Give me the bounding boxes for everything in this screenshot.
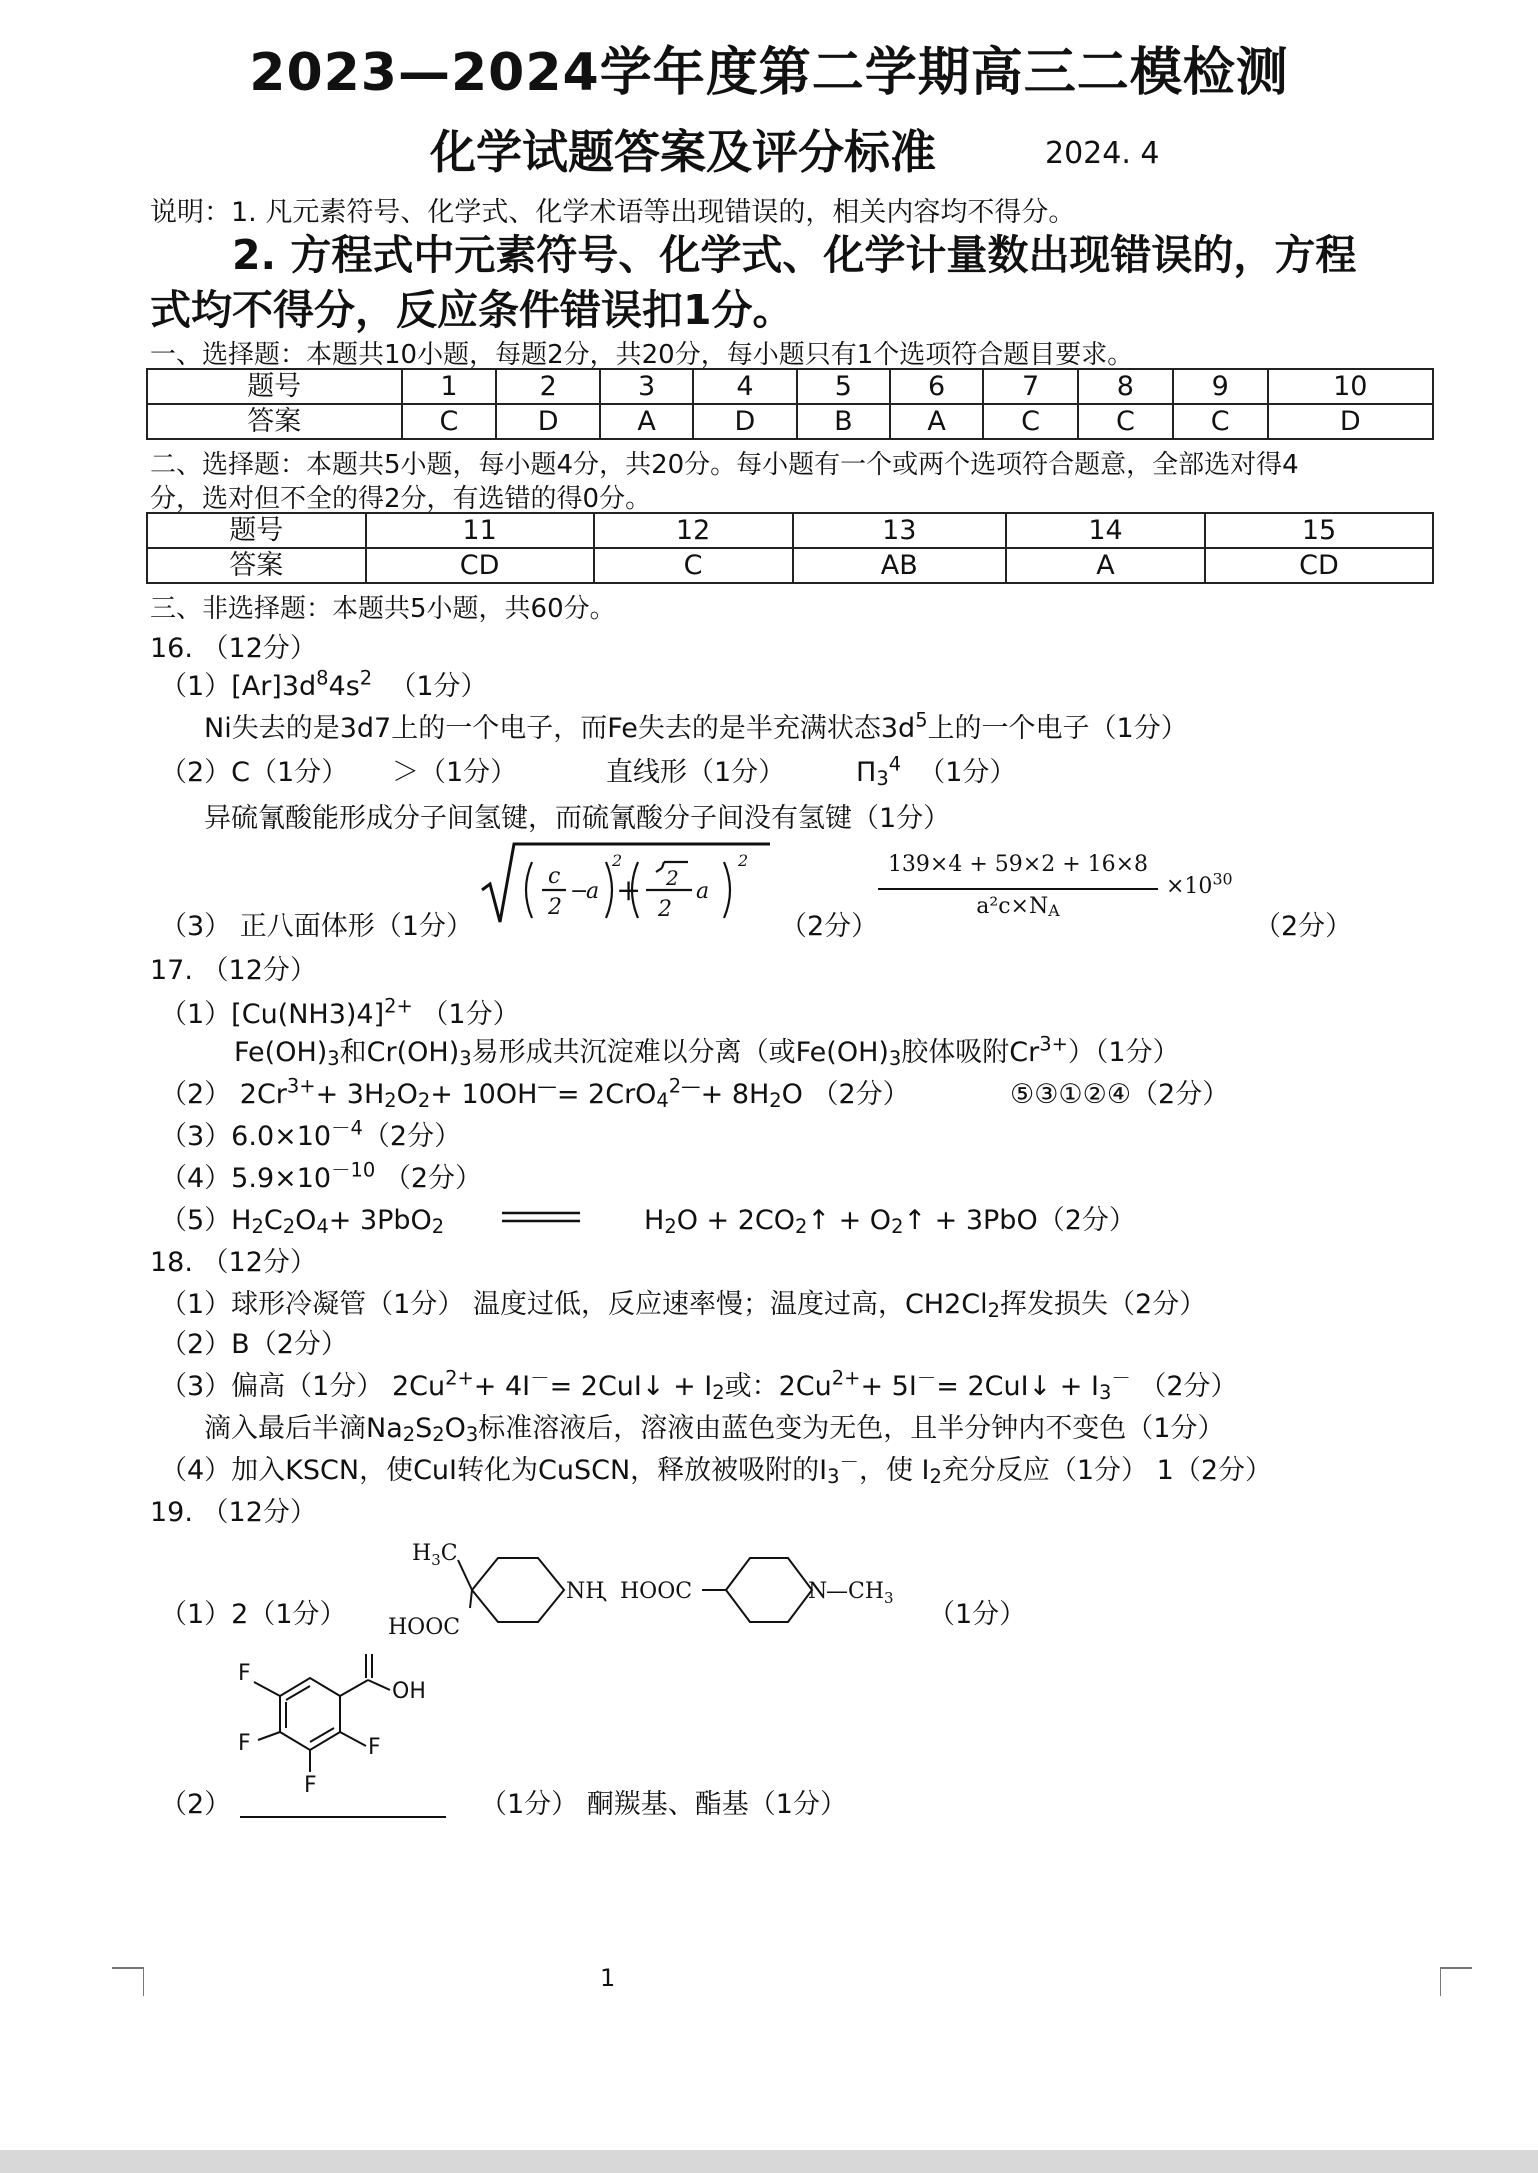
page-corner-mark xyxy=(1440,1964,1472,1996)
sup: 3+ xyxy=(286,1074,316,1098)
table-cell: 9 xyxy=(1173,369,1268,404)
density-power xyxy=(1166,869,1233,899)
t: = 2CuI↓ + I xyxy=(936,1371,1099,1402)
sup: 2— xyxy=(668,1074,701,1098)
sub: 2 xyxy=(712,1380,725,1404)
t: O + 2CO xyxy=(676,1205,796,1236)
table-cell: 6 xyxy=(890,369,983,404)
table-cell: 7 xyxy=(983,369,1078,404)
q17-part2-order: ⑤③①②④（2分） xyxy=(1010,1079,1230,1110)
table-cell: B xyxy=(797,404,890,439)
t: （4）5.9×10 xyxy=(160,1163,332,1194)
t: H xyxy=(644,1205,665,1236)
f-atom: F xyxy=(304,1773,317,1794)
table-cell: CD xyxy=(1205,548,1433,583)
section2-heading-2: 分，选对但不全的得2分，有选错的得0分。 xyxy=(150,484,652,514)
pi-symbol: Π xyxy=(856,757,877,788)
note-2b: 式均不得分，反应条件错误扣1分。 xyxy=(150,286,794,334)
q17-part1-explain xyxy=(234,1030,1180,1069)
q16-part1 xyxy=(160,664,488,703)
sup: 4 xyxy=(888,752,902,776)
sub: 2 xyxy=(417,1088,431,1112)
sub: 2 xyxy=(282,1214,296,1238)
f-atom: F xyxy=(368,1735,381,1760)
mol2-sub: 3 xyxy=(884,1589,894,1607)
svg-text:2: 2 xyxy=(666,866,679,890)
density-denominator xyxy=(878,894,1158,919)
sub: 2 xyxy=(769,1088,782,1112)
q19-part1: （1）2（1分） xyxy=(160,1599,347,1630)
row-label: 题号 xyxy=(147,369,402,404)
q18-part3-explain xyxy=(204,1406,1224,1445)
q18-part3 xyxy=(160,1364,1238,1403)
f-atom: F xyxy=(238,1731,251,1756)
den: a²c×N xyxy=(976,894,1049,919)
svg-text:2: 2 xyxy=(738,851,749,870)
t: Fe(OH) xyxy=(234,1037,328,1068)
svg-text:H3C xyxy=(412,1541,458,1569)
t: 滴入最后半滴Na xyxy=(204,1413,403,1444)
score: （1分） xyxy=(389,671,488,702)
q16-part2-explain: 异硫氰酸能形成分子间氢键，而硫氰酸分子间没有氢键（1分） xyxy=(204,803,951,834)
sup: －10 xyxy=(331,1158,376,1182)
table-cell: C xyxy=(402,404,497,439)
q18-part2: （2）B（2分） xyxy=(160,1329,348,1360)
t: + 5I xyxy=(860,1371,917,1402)
t: ）（1分） xyxy=(1067,1037,1180,1068)
t: 挥发损失（2分） xyxy=(1000,1289,1207,1320)
text: 上的一个电子（1分） xyxy=(927,713,1188,744)
table-cell: 13 xyxy=(793,513,1006,548)
sup: 2+ xyxy=(445,1366,474,1390)
t: （1）球形冷凝管（1分） 温度过低，反应速率慢；温度过高，CH2 xyxy=(160,1289,962,1320)
f-atom: F xyxy=(238,1661,251,1686)
sub: 2 xyxy=(664,1214,677,1238)
t: ↑ + 3PbO（2分） xyxy=(903,1205,1136,1236)
score: （2分） xyxy=(383,1163,483,1194)
table-cell: A xyxy=(890,404,983,439)
page-number: 1 xyxy=(600,1964,616,1992)
table-cell: 2 xyxy=(496,369,600,404)
table-cell: AB xyxy=(793,548,1006,583)
score: （2分） xyxy=(362,1121,462,1152)
sub: 2 xyxy=(432,1422,445,1446)
mol2-ch: —CH xyxy=(826,1579,885,1604)
part-label: （1） xyxy=(160,671,232,702)
row-label: 答案 xyxy=(147,404,402,439)
table-cell: C xyxy=(594,548,793,583)
q16-part2-d xyxy=(856,750,1016,789)
table-row xyxy=(147,513,1433,548)
table-cell: 5 xyxy=(797,369,890,404)
sup: 30 xyxy=(1212,869,1233,889)
q19-heading: 19. （12分） xyxy=(150,1497,317,1528)
electron-config-mid: 4s xyxy=(328,671,360,702)
scroll-area-bottom xyxy=(0,2150,1538,2173)
sub: 2 xyxy=(987,1298,1001,1322)
section1-answer-table xyxy=(146,368,1434,440)
fraction-bar xyxy=(878,888,1158,890)
q17-part5-products xyxy=(644,1198,1136,1237)
t: + 3H xyxy=(315,1079,385,1110)
table-cell: 11 xyxy=(366,513,594,548)
t: 和Cr(OH) xyxy=(339,1037,460,1068)
q17-part5 xyxy=(160,1198,444,1237)
mol-separator: 、 xyxy=(600,1581,623,1606)
table-cell: 15 xyxy=(1205,513,1433,548)
table-cell: 3 xyxy=(600,369,693,404)
q16-heading: 16. （12分） xyxy=(150,633,317,664)
sup: 3+ xyxy=(1039,1032,1068,1056)
t: S xyxy=(415,1413,433,1444)
table-cell: C xyxy=(983,404,1078,439)
sub: 3 xyxy=(827,1464,840,1488)
mol1-h: H xyxy=(412,1541,432,1566)
note-2a: 2. 方程式中元素符号、化学式、化学计量数出现错误的，方程 xyxy=(232,231,1357,279)
table-row xyxy=(147,548,1433,583)
sub: 4 xyxy=(656,1088,669,1112)
mol1-c: C xyxy=(440,1541,458,1566)
sup: 2 xyxy=(359,666,373,690)
mol1-sub: 3 xyxy=(431,1551,441,1569)
sub: 3 xyxy=(465,1422,479,1446)
t: O （2分） xyxy=(781,1079,910,1110)
score: （1分） xyxy=(918,757,1017,788)
t: O xyxy=(295,1205,317,1236)
t: O xyxy=(396,1079,418,1110)
table-cell: D xyxy=(693,404,797,439)
page-title: 2023—2024学年度第二学期高三二模检测 xyxy=(249,43,1289,103)
t: Cl xyxy=(961,1289,988,1320)
table-cell: 8 xyxy=(1078,369,1173,404)
t: 标准溶液后，溶液由蓝色变为无色，且半分钟内不变色（1分） xyxy=(478,1413,1225,1444)
t: + 3PbO xyxy=(328,1205,432,1236)
answer-underline xyxy=(240,1816,446,1818)
t: 胶体吸附Cr xyxy=(901,1037,1040,1068)
sub: 2 xyxy=(795,1214,808,1238)
oh-group: OH xyxy=(392,1679,426,1704)
formula-sq: 2 xyxy=(612,851,623,870)
q16-part2 xyxy=(160,750,348,789)
sup: －4 xyxy=(331,1116,363,1140)
section1-heading: 一、选择题：本题共10小题，每题2分，共20分，每小题只有1个选项符合题目要求。 xyxy=(150,340,1134,370)
formula-2: 2 xyxy=(548,895,562,920)
sub: 3 xyxy=(888,1046,902,1070)
formula-a: a xyxy=(586,879,600,904)
page-subtitle: 化学试题答案及评分标准 xyxy=(430,125,936,179)
table-cell: 1 xyxy=(402,369,497,404)
t: + 4I xyxy=(473,1371,531,1402)
q16-part1-explain xyxy=(204,706,1188,745)
density-numerator: 139×4 + 59×2 + 16×8 xyxy=(887,852,1149,877)
t: = 2CrO xyxy=(556,1079,657,1110)
svg-text:a: a xyxy=(696,879,710,904)
sup: － xyxy=(916,1366,937,1390)
text: （2）C（1分） xyxy=(160,757,349,788)
t: 充分反应（1分） 1（2分） xyxy=(941,1455,1272,1486)
table-cell: 12 xyxy=(594,513,793,548)
sub: 2 xyxy=(431,1214,445,1238)
t: 易形成共沉淀难以分离（或Fe(OH) xyxy=(471,1037,889,1068)
q18-part1 xyxy=(160,1282,1206,1321)
electron-config: [Ar]3d xyxy=(231,671,317,702)
table-cell: C xyxy=(1078,404,1173,439)
score: （2分） xyxy=(1139,1371,1238,1402)
section2-answer-table xyxy=(146,512,1434,584)
table-row xyxy=(147,369,1433,404)
section2-heading-1: 二、选择题：本题共5小题，每小题4分，共20分。每小题有一个或两个选项符合题意，全部选对得4 xyxy=(150,450,1299,480)
t: （3）6.0×10 xyxy=(160,1121,332,1152)
sup: 2+ xyxy=(384,994,413,1018)
svg-text:−: − xyxy=(570,879,589,904)
q16-part3-score2: （2分） xyxy=(1254,911,1353,942)
text: Ni失去的是3d7 xyxy=(204,713,392,744)
t: O xyxy=(444,1413,466,1444)
table-cell: D xyxy=(1268,404,1433,439)
q19-part2-score: （1分） 酮羰基、酯基（1分） xyxy=(480,1789,847,1820)
t: ，使 I xyxy=(858,1455,930,1486)
sup: － xyxy=(530,1366,550,1390)
q17-heading: 17. （12分） xyxy=(150,955,317,986)
table-cell: 14 xyxy=(1006,513,1205,548)
mol1-hooc: HOOC xyxy=(388,1615,461,1640)
q17-part2 xyxy=(160,1072,910,1111)
table-row xyxy=(147,404,1433,439)
q19-structures xyxy=(380,1530,920,1650)
sup: 5 xyxy=(915,708,928,732)
formula-c: c xyxy=(548,864,561,889)
row-label: 答案 xyxy=(147,548,366,583)
mol2-n: N xyxy=(808,1579,828,1604)
t: 或：2Cu xyxy=(724,1371,832,1402)
q18-part4 xyxy=(160,1448,1272,1487)
t: C xyxy=(263,1205,283,1236)
mol1-nh: NH xyxy=(566,1579,605,1604)
q17-part4 xyxy=(160,1156,482,1195)
svg-text:2: 2 xyxy=(658,897,672,922)
sub: 3 xyxy=(327,1046,340,1070)
t: ↑ + O xyxy=(807,1205,892,1236)
t: （2） 2Cr xyxy=(160,1079,287,1110)
sup: － xyxy=(839,1450,859,1474)
mol2-hooc: HOOC xyxy=(620,1579,693,1604)
table-cell: D xyxy=(496,404,600,439)
sub: 3 xyxy=(459,1046,472,1070)
q16-part3: （3） 正八面体形（1分） xyxy=(160,911,473,942)
table-cell: 4 xyxy=(693,369,797,404)
distance-formula xyxy=(478,838,778,934)
q16-part2-c: 直线形（1分） xyxy=(606,757,786,788)
sub: 3 xyxy=(876,766,889,790)
q16-part2-b: ＞（1分） xyxy=(392,757,518,788)
sub: 3 xyxy=(1098,1380,1112,1404)
q19-part1-score: （1分） xyxy=(928,1599,1027,1630)
text: （1）[Cu(NH3)4] xyxy=(160,999,385,1030)
equals-sign xyxy=(500,1208,584,1228)
sup: — xyxy=(537,1074,557,1098)
date: 2024. 4 xyxy=(1045,136,1160,171)
t: = 2CuI↓ + I xyxy=(549,1371,713,1402)
t: + 8H xyxy=(700,1079,770,1110)
table-cell: CD xyxy=(366,548,594,583)
sub: 2 xyxy=(891,1214,904,1238)
table-cell: A xyxy=(600,404,693,439)
table-cell: 10 xyxy=(1268,369,1433,404)
svg-text:—CH3 xyxy=(826,1579,894,1607)
svg-text:+: + xyxy=(616,873,642,908)
pow: ×10 xyxy=(1166,874,1213,899)
q17-part1 xyxy=(160,992,520,1031)
q16-part3-score1: （2分） xyxy=(780,911,879,942)
row-label: 题号 xyxy=(147,513,366,548)
text: 上的一个电子，而Fe失去的是半充满状态3d xyxy=(391,713,916,744)
table-cell: C xyxy=(1173,404,1268,439)
t: （5）H xyxy=(160,1205,252,1236)
sup: 8 xyxy=(316,666,329,690)
score: （1分） xyxy=(421,999,520,1030)
sup: － xyxy=(1111,1366,1131,1390)
sub: 2 xyxy=(929,1464,942,1488)
q19-structure-3 xyxy=(220,1646,470,1794)
sub: 2 xyxy=(402,1422,416,1446)
t: （3）偏高（1分） 2Cu xyxy=(160,1371,446,1402)
t: （4）加入KSCN，使CuI转化为CuSCN，释放被吸附的I xyxy=(160,1455,828,1486)
q19-part2-label: （2） xyxy=(160,1789,232,1820)
t: + 10OH xyxy=(430,1079,538,1110)
q17-part3 xyxy=(160,1114,461,1153)
sup: 2+ xyxy=(831,1366,861,1390)
note-1: 说明：1. 凡元素符号、化学式、化学术语等出现错误的，相关内容均不得分。 xyxy=(150,197,1076,228)
sub: 2 xyxy=(384,1088,397,1112)
section3-heading: 三、非选择题：本题共5小题，共60分。 xyxy=(150,594,616,624)
sub: 2 xyxy=(251,1214,264,1238)
q18-heading: 18. （12分） xyxy=(150,1247,317,1278)
table-cell: A xyxy=(1006,548,1205,583)
sub: 4 xyxy=(316,1214,329,1238)
sub: A xyxy=(1048,901,1060,921)
page-corner-mark xyxy=(112,1964,144,1996)
